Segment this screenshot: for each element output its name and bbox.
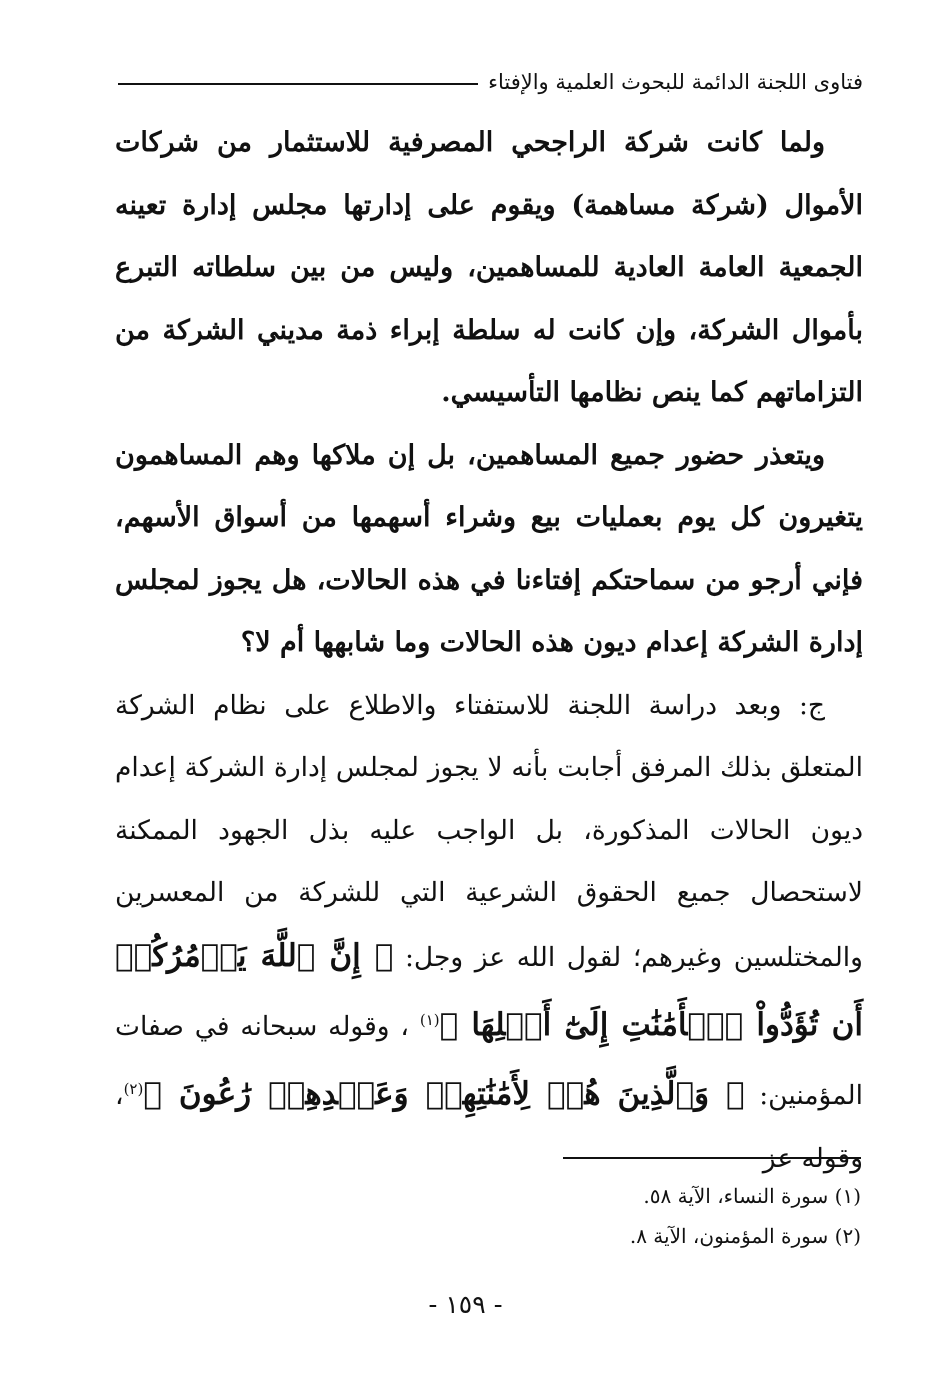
page-number: - ١٥٩ - (428, 1290, 503, 1319)
footnote-2: (٢) سورة المؤمنون، الآية ٨. (629, 1224, 861, 1248)
running-header (118, 62, 863, 102)
answer-text-2: ، وقوله سبحانه في صفات المؤمنين: (115, 1010, 863, 1112)
running-header-title: فتاوى اللجنة الدائمة للبحوث العلمية والإفتاء (488, 70, 863, 94)
footnote-1: (١) سورة النساء، الآية ٥٨. (643, 1184, 861, 1208)
question-paragraph-2: ويتعذر حضور جميع المساهمين، بل إن ملاكها وهم المساهمون يتغيرون كل يوم بعمليات بيع وشراء أسهمها من أسواق الأسهم، فإني أرجو من سماحتكم إفتاءنا في هذه الحالات، هل يجوز لمجلس إدارة الشركة إعدام ديون هذه الحالات وما شابهها أم لا؟ (115, 439, 863, 658)
footnotes (461, 1176, 861, 1256)
quran-verse-2: ﴿ وَٱلَّذِينَ هُمۡ لِأَمَٰنَٰتِهِمۡ وَعَهۡدِهِمۡ رَٰعُونَ ﴾ (143, 1076, 745, 1113)
header-rule (118, 83, 478, 85)
question-paragraph-1: ولما كانت شركة الراجحي المصرفية للاستثمار من شركات الأموال (شركة مساهمة) ويقوم على إدارتها مجلس إدارة تعينه الجمعية العامة العادية للمساهمين، وليس من بين سلطاته التبرع بأموال الشركة، وإن كانت له سلطة إبراء ذمة مديني الشركة من التزاماتهم كما ينص نظامها التأسيسي. (115, 127, 863, 408)
answer-text-3: ، وقوله عز (115, 1080, 863, 1174)
footnote-ref-2: (٢) (123, 1080, 144, 1099)
answer-text-1: ج: وبعد دراسة اللجنة للاستفتاء والاطلاع على نظام الشركة المتعلق بذلك المرفق أجابت بأنه لا يجوز لمجلس إدارة الشركة إعدام ديون الحالات المذكورة، بل الواجب عليه بذل الجهود الممكنة لاستحصال جميع الحقوق الشرعية التي للشركة من المعسرين والمختلسين وغيرهم؛ لقول الله عز وجل: (115, 689, 863, 973)
footnote-ref-1: (١) (419, 1011, 440, 1029)
body-text (115, 112, 863, 1190)
footnote-rule (563, 1157, 861, 1159)
answer-paragraph (115, 675, 863, 1191)
quran-verse-1: ﴿ إِنَّ ٱللَّهَ يَأۡمُرُكُمۡ أَن تُؤَدُّواْ ٱلۡأَمَٰنَٰتِ إِلَىٰٓ أَهۡلِهَا ﴾ (115, 937, 863, 1043)
